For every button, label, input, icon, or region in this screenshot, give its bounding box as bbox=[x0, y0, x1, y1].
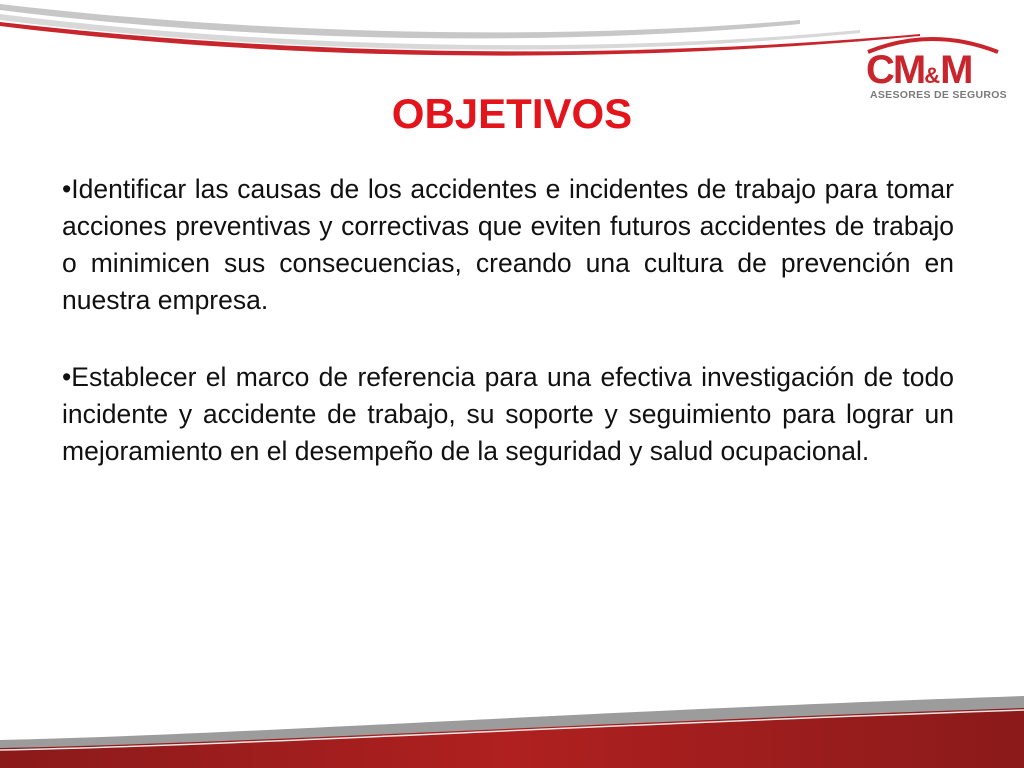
logo-main-right: M bbox=[940, 48, 972, 92]
logo-wordmark bbox=[866, 50, 971, 90]
bullet-marker: • bbox=[62, 362, 72, 392]
bullet-item-2 bbox=[62, 359, 954, 470]
slide-title: OBJETIVOS bbox=[391, 90, 633, 137]
logo-main-left: CM bbox=[866, 48, 925, 92]
slide-body bbox=[62, 171, 954, 470]
logo-subtitle: ASESORES DE SEGUROS bbox=[870, 89, 1007, 101]
bullet-text: Establecer el marco de referencia para una efectiva investigación de todo incidente y accidente de trabajo, su soporte y seguimiento para lograr un mejoramiento en el desempeño de la seguridad y salud ocupacional. bbox=[62, 362, 954, 466]
bullet-text: Identificar las causas de los accidentes e incidentes de trabajo para tomar acciones preventivas y correctivas que eviten futuros accidentes de trabajo o minimicen sus consecuencias, creando una cultura de prevención en nuestra empresa. bbox=[62, 174, 954, 315]
bullet-marker: • bbox=[62, 174, 72, 204]
bullet-item-1 bbox=[62, 171, 954, 319]
bottom-decorative-swoosh bbox=[0, 690, 1024, 768]
logo-main-amp: & bbox=[924, 63, 941, 88]
